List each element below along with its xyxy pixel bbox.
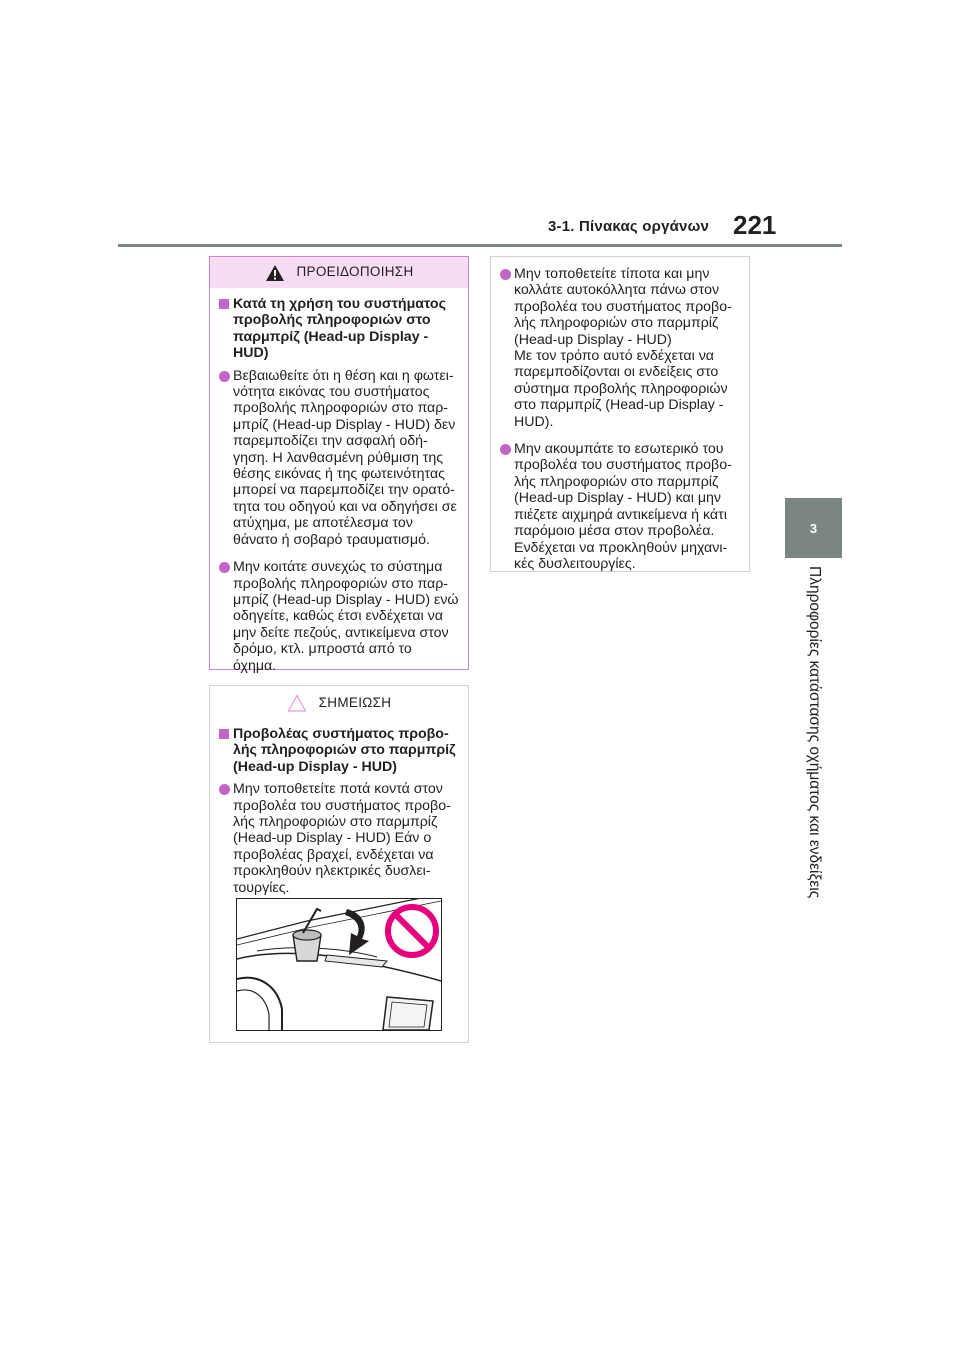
- notice-header: [210, 686, 468, 720]
- chapter-number: 3: [809, 520, 818, 536]
- section-title: 3-1. Πίνακας οργάνων: [548, 218, 709, 235]
- info-item-text: Μην ακουμπάτε το εσωτερικό του προβολέα του συστήματος προβο- λής πληροφοριών στο παρμπρίζ (Head-up Display - HUD) και μην πιέζετε αιχμηρά αντικείμενα ή κάτι παρόμοιο μέσα στον προβολέα. Ενδέχεται να προκληθούν μηχανι- κές δυσλειτουργίες.: [514, 441, 732, 572]
- chapter-tab: [785, 498, 842, 558]
- square-bullet-icon: [219, 299, 229, 309]
- notice-section-title-text: Προβολέας συστήματος προβο- λής πληροφοριών στο παρμπρίζ (Head-up Display - HUD): [233, 726, 456, 775]
- warning-item: [219, 368, 460, 548]
- info-item: [500, 266, 741, 430]
- info-box: [490, 256, 750, 572]
- warning-header-label: ΠΡΟΕΙΔΟΠΟΙΗΣΗ: [296, 264, 414, 280]
- warning-item: [219, 559, 460, 674]
- bullet-dot-icon: [219, 562, 230, 573]
- dashboard-illustration-svg: [237, 899, 441, 1030]
- notice-section-title: [219, 726, 460, 775]
- warning-box: [209, 256, 469, 674]
- info-item: [500, 441, 741, 572]
- bullet-dot-icon: [219, 784, 230, 795]
- warning-section-title: [219, 296, 460, 362]
- header-divider: [118, 244, 842, 247]
- notice-item-text: Μην τοποθετείτε ποτά κοντά στον προβολέα του συστήματος προβο- λής πληροφοριών στο παρμπρίζ (Head-up Display - HUD) Εάν ο προβολέας βραχεί, ενδέχεται να προκληθούν ηλεκτρικές δυσλει- τουργίες.: [233, 781, 451, 896]
- warning-item-text: Μην κοιτάτε συνεχώς το σύστημα προβολής πληροφοριών στο παρ- μπρίζ (Head-up Display - HUD) ενώ οδηγείτε, καθώς έτσι ενδέχεται να μην δείτε πεζούς, αντικείμενα στον δρόμο, κτλ. μπροστά από το όχημα.: [233, 559, 459, 674]
- warning-section-title-text: Κατά τη χρήση του συστήματος προβολής πληροφοριών στο παρμπρίζ (Head-up Display - HUD): [233, 296, 446, 362]
- notice-item: [219, 781, 460, 896]
- notice-header-label: ΣΗΜΕΙΩΣΗ: [318, 694, 392, 710]
- page-number: 221: [733, 210, 777, 240]
- warning-item-text: Βεβαιωθείτε ότι η θέση και η φωτει- νότητα εικόνας του συστήματος προβολής πληροφοριών στο παρ- μπρίζ (Head-up Display - HUD) δεν παρεμποδίζει την ασφαλή οδή- γηση. Η λανθασμένη ρύθμιση της θέσης εικόνας ή της φωτεινότητας μπορεί να παρεμποδίζει την ορατό- τητα του οδηγού και να οδηγήσει σε ατύχημα, με αποτέλεσμα τον θάνατο ή σοβαρό τραυματισμό.: [233, 367, 457, 548]
- warning-triangle-icon: [265, 264, 285, 282]
- warning-header: [210, 257, 468, 288]
- dashboard-drink-illustration: [236, 898, 442, 1031]
- info-item-text: Μην τοποθετείτε τίποτα και μην κολλάτε αυτοκόλλητα πάνω στον προβολέα του συστήματος προβο- λής πληροφοριών στο παρμπρίζ (Head-up Display - HUD) Με τον τρόπο αυτό ενδέχεται να παρεμποδίζονται οι ενδείξεις στο σύστημα προβολής πληροφοριών στο παρμπρίζ (Head-up Display - HUD).: [514, 266, 732, 430]
- chapter-title: Πληροφορίες κατάστασης οχήματος και ενδείξεις: [806, 566, 823, 899]
- notice-triangle-icon: [287, 694, 307, 712]
- bullet-dot-icon: [500, 444, 511, 455]
- bullet-dot-icon: [219, 371, 230, 382]
- square-bullet-icon: [219, 729, 229, 739]
- bullet-dot-icon: [500, 269, 511, 280]
